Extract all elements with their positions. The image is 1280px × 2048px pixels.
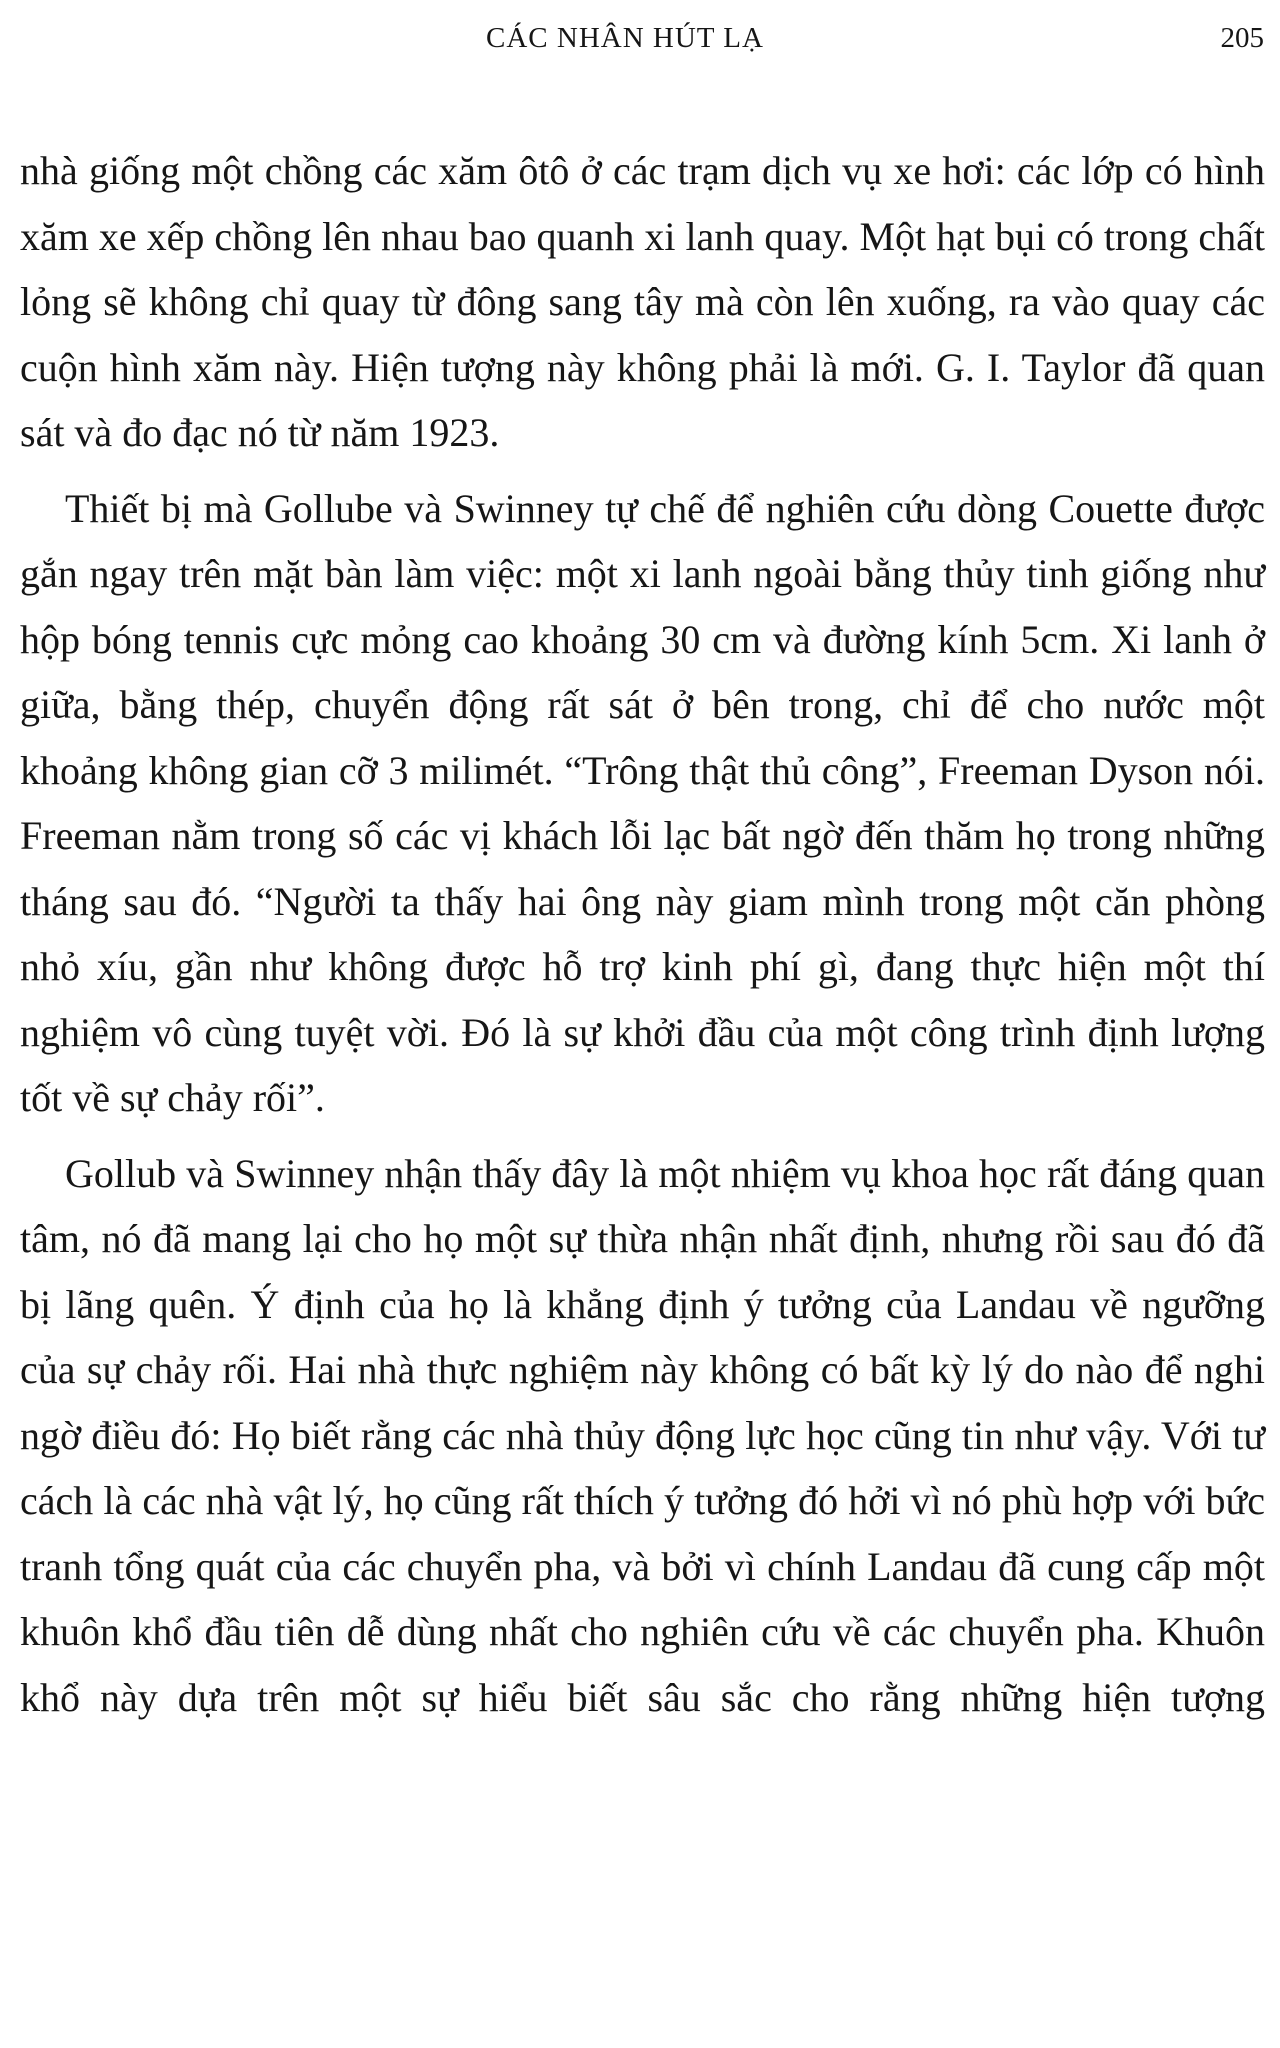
paragraph: Thiết bị mà Gollube và Swinney tự chế để nghiên cứu dòng Couette được gắn ngay trên mặt bàn làm việc: một xi lanh ngoài bằng thủy tinh giống như hộp bóng tennis cực mỏng cao khoảng 30 cm và đường kính 5cm. Xi lanh ở giữa, bằng thép, chuyển động rất sát ở bên trong, chỉ để cho nước một khoảng không gian cỡ 3 milimét. “Trông thật thủ công”, Freeman Dyson nói. Freeman nằm trong số các vị khách lỗi lạc bất ngờ đến thăm họ trong những tháng sau đó. “Người ta thấy hai ông này giam mình trong một căn phòng nhỏ xíu, gần như không được hỗ trợ kinh phí gì, đang thực hiện một thí nghiệm vô cùng tuyệt vời. Đó là sự khởi đầu của một công trình định lượng tốt về sự chảy rối”. <box>20 485 1265 1120</box>
running-title: CÁC NHÂN HÚT LẠ <box>486 22 764 54</box>
paragraph-continued: nhà giống một chồng các xăm ôtô ở các trạm dịch vụ xe hơi: các lớp có hình xăm xe xếp chồng lên nhau bao quanh xi lanh quay. Một hạt bụi có trong chất lỏng sẽ không chỉ quay từ đông sang tây mà còn lên xuống, ra vào quay các cuộn hình xăm này. Hiện tượng này không phải là mới. G. I. Taylor đã quan sát và đo đạc nó từ năm 1923. <box>20 148 1265 455</box>
body-text <box>20 138 1265 1730</box>
page-number: 205 <box>1220 22 1264 54</box>
running-header <box>0 22 1280 62</box>
paragraph: Gollub và Swinney nhận thấy đây là một nhiệm vụ khoa học rất đáng quan tâm, nó đã mang lại cho họ một sự thừa nhận nhất định, nhưng rồi sau đó đã bị lãng quên. Ý định của họ là khẳng định ý tưởng của Landau về ngưỡng của sự chảy rối. Hai nhà thực nghiệm này không có bất kỳ lý do nào để nghi ngờ điều đó: Họ biết rằng các nhà thủy động lực học cũng tin như vậy. Với tư cách là các nhà vật lý, họ cũng rất thích ý tưởng đó hởi vì nó phù hợp với bức tranh tổng quát của các chuyển pha, và bởi vì chính Landau đã cung cấp một khuôn khổ đầu tiên dễ dùng nhất cho nghiên cứu về các chuyển pha. Khuôn khổ này dựa trên một sự hiểu biết sâu sắc cho rằng những hiện tượng <box>20 1150 1265 1720</box>
